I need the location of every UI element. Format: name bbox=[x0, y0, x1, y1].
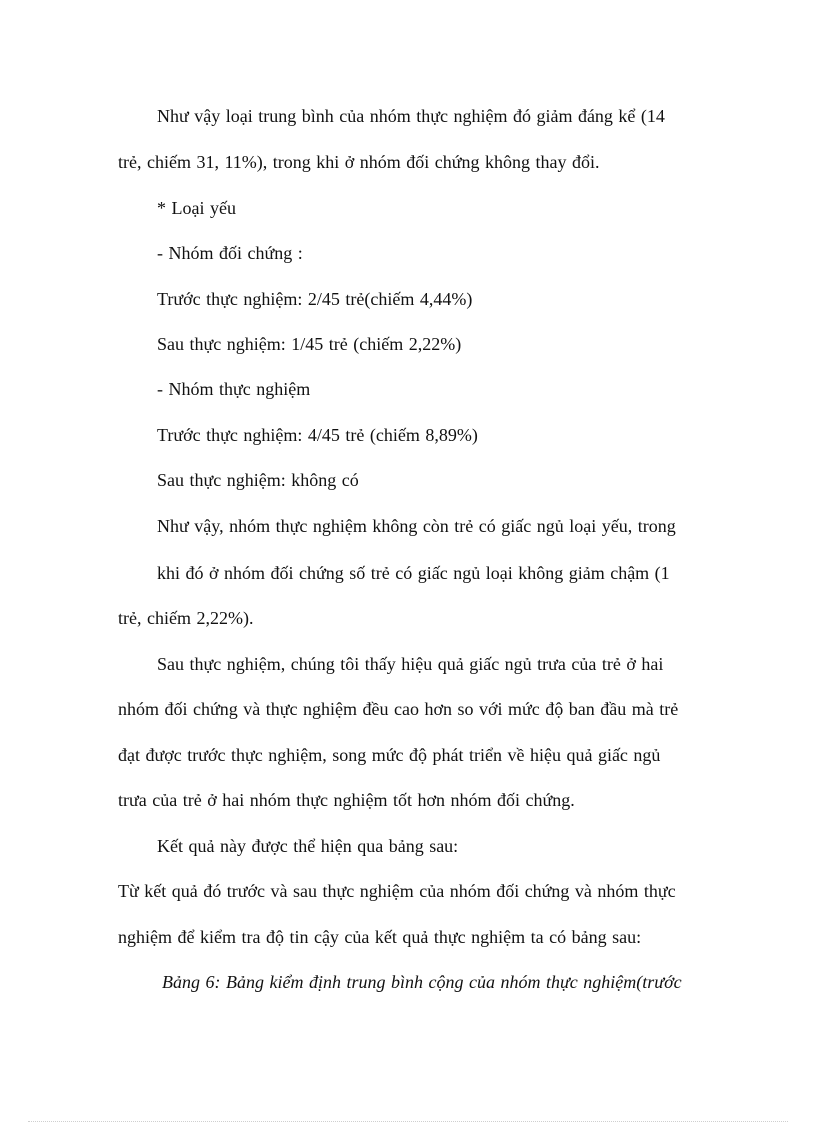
paragraph-line: trưa của trẻ ở hai nhóm thực nghiệm tốt hơn nhóm đối chứng. bbox=[118, 790, 575, 810]
paragraph-line: khi đó ở nhóm đối chứng số trẻ có giấc ngủ loại không giảm chậm (1 bbox=[157, 563, 670, 583]
paragraph-line: nghiệm để kiểm tra độ tin cậy của kết quả thực nghiệm ta có bảng sau: bbox=[118, 927, 642, 947]
page-bottom-divider bbox=[28, 1121, 788, 1122]
paragraph-line: trẻ, chiếm 2,22%). bbox=[118, 608, 254, 628]
section-heading: * Loại yếu bbox=[157, 198, 236, 218]
paragraph-line: Sau thực nghiệm: 1/45 trẻ (chiếm 2,22%) bbox=[157, 334, 462, 354]
table-caption: Bảng 6: Bảng kiểm định trung bình cộng của nhóm thực nghiệm(trước bbox=[162, 972, 682, 992]
paragraph-line: Sau thực nghiệm, chúng tôi thấy hiệu quả giấc ngủ trưa của trẻ ở hai bbox=[157, 654, 664, 674]
paragraph-line: nhóm đối chứng và thực nghiệm đều cao hơn so với mức độ ban đầu mà trẻ bbox=[118, 699, 679, 719]
paragraph-line: Kết quả này được thể hiện qua bảng sau: bbox=[157, 836, 459, 856]
paragraph-line: Từ kết quả đó trước và sau thực nghiệm của nhóm đối chứng và nhóm thực bbox=[118, 881, 676, 901]
paragraph-line: Như vậy loại trung bình của nhóm thực nghiệm đó giảm đáng kể (14 bbox=[157, 106, 665, 126]
paragraph-line: Như vậy, nhóm thực nghiệm không còn trẻ có giấc ngủ loại yếu, trong bbox=[157, 516, 676, 536]
paragraph-line: Sau thực nghiệm: không có bbox=[157, 470, 359, 490]
paragraph-line: Trước thực nghiệm: 4/45 trẻ (chiếm 8,89%) bbox=[157, 425, 478, 445]
paragraph-line: đạt được trước thực nghiệm, song mức độ phát triển về hiệu quả giấc ngủ bbox=[118, 745, 661, 765]
paragraph-line: Trước thực nghiệm: 2/45 trẻ(chiếm 4,44%) bbox=[157, 289, 473, 309]
subsection-heading: - Nhóm thực nghiệm bbox=[157, 379, 311, 399]
paragraph-line: trẻ, chiếm 31, 11%), trong khi ở nhóm đối chứng không thay đổi. bbox=[118, 152, 600, 172]
subsection-heading: - Nhóm đối chứng : bbox=[157, 243, 303, 263]
